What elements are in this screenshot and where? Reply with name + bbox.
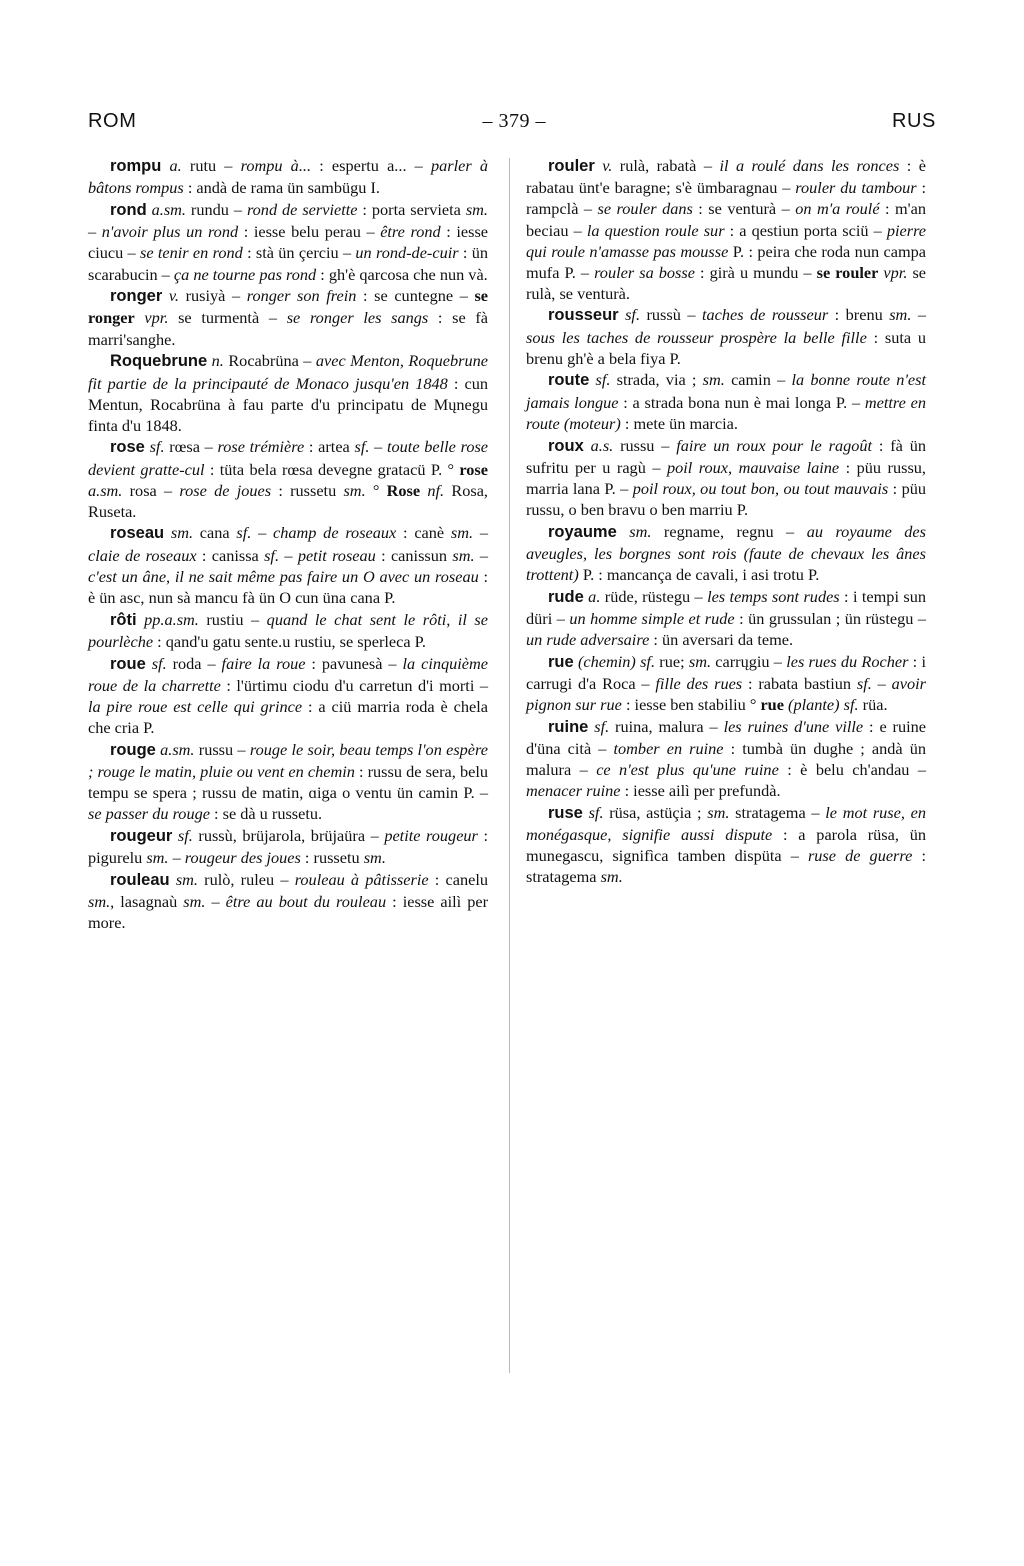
- dictionary-entry: [526, 802, 926, 888]
- dictionary-entry: [526, 304, 926, 369]
- dictionary-entry: [88, 609, 488, 652]
- page-number: – 379 –: [482, 110, 546, 132]
- dictionary-entry: [88, 653, 488, 739]
- entry-body: sm. rulò, ruleu – rouleau à pâtisserie : canelu sm., lasagnaù sm. – être au bout du rouleau : iesse ailì per more.: [88, 869, 489, 933]
- dictionary-entry: [88, 825, 488, 868]
- dictionary-entry: [526, 586, 926, 651]
- entry-headword: rousseur: [548, 306, 619, 325]
- dictionary-entry: [88, 285, 488, 350]
- entry-headword: route: [548, 371, 590, 390]
- dictionary-entry: [526, 521, 926, 586]
- dictionary-entry: [526, 155, 926, 304]
- dictionary-entry: [88, 739, 488, 825]
- entry-headword: ruse: [548, 803, 583, 822]
- entry-body: a.sm. rundu – rond de serviette : porta servieta sm. – n'avoir plus un rond : iesse belu perau – être rond : iesse ciucu – se tenir en rond : stà ün çerciu – un rond-de-cuir : ün scarabucin – ça ne tourne pas rond : gh'è qarcosa che nun và.: [88, 199, 489, 284]
- entry-body: sf. russù – taches de rousseur : brenu sm. – sous les taches de rousseur prospère la belle fille : suta u brenu gh'è a bela fiya P.: [526, 305, 926, 368]
- entry-headword: roue: [110, 654, 146, 673]
- entry-body: sf. russù, brüjarola, brüjaüra – petite rougeur : pigurelu sm. – rougeur des joues : russetu sm.: [88, 825, 488, 868]
- dictionary-entry: [88, 869, 488, 934]
- text-columns: [88, 155, 940, 1445]
- entry-headword: rue: [548, 652, 574, 671]
- entry-body: sf. rüsa, astüçia ; sm. stratagema – le mot ruse, en monégasque, signifie aussi dispute : a parola rüsa, ün munegascu, signifìca tamben dispüta – ruse de guerre : stratagema sm.: [526, 802, 927, 887]
- entry-body: a. rutu – rompu à... : espertu a... – parler à bâtons rompus : andà de rama ün sambügu I.: [88, 156, 489, 198]
- running-head-left: ROM: [88, 110, 137, 132]
- entry-headword: rose: [110, 438, 145, 457]
- entry-headword: rude: [548, 587, 584, 606]
- entry-headword: rompu: [110, 157, 162, 175]
- dictionary-entry: [526, 651, 926, 716]
- entry-headword: roux: [548, 436, 584, 455]
- entry-body: sf. ruina, malura – les ruines d'une ville : e ruine d'üna cità – tomber en ruine : tumbà ün dughe ; andà ün malura – ce n'est plus qu'une ruine : è belu ch'andau – menacer ruine : iesse ailì per prefundà.: [526, 716, 927, 801]
- entry-body: sf. rœsa – rose trémière : artea sf. – toute belle rose devient gratte-cul : tüta bela rœsa devegne gratacü P. ° rose a.sm. rosa – rose de joues : russetu sm. ° Rose nf. Rosa, Ruseta.: [88, 437, 489, 521]
- entry-headword: rouleau: [110, 870, 170, 889]
- entry-headword: ronger: [110, 287, 163, 306]
- entry-headword: rond: [110, 200, 147, 219]
- entry-headword: rouge: [110, 740, 156, 759]
- entry-headword: rouler: [548, 157, 595, 175]
- entry-headword: rôti: [110, 610, 137, 629]
- dictionary-entry: [88, 350, 488, 436]
- running-head-right: RUS: [891, 110, 936, 132]
- dictionary-entry: [88, 155, 488, 198]
- dictionary-entry: [88, 199, 488, 285]
- dictionary-entry: [88, 436, 488, 522]
- column-left: [88, 155, 488, 1445]
- entry-body: a. rüde, rüstegu – les temps sont rudes : i tempi sun düri – un homme simple et rude : ün grussulan ; ün rüstegu – un rude adversaire : ün aversari da teme.: [526, 586, 926, 650]
- entry-headword: roseau: [110, 524, 165, 543]
- entry-body: (chemin) sf. rue; sm. carrųgiu – les rues du Rocher : i carrugi d'a Roca – fille des rues : rabata bastiun sf. – avoir pignon sur rue : iesse ben stabiliu ° rue (plante) sf. rüa.: [526, 651, 927, 715]
- entry-headword: Roquebrune: [110, 352, 208, 371]
- entry-body: pp.a.sm. rustiu – quand le chat sent le rôti, il se pourlèche : qand'u gatu sente.u rustiu, se sperleca P.: [88, 609, 488, 651]
- entry-body: sf. roda – faire la roue : pavunesà – la cinquième roue de la charrette : l'ürtimu ciodu d'u carretun d'i morti – la pire roue est celle qui grince : a ciü marria roda è chela che cria P.: [88, 653, 489, 738]
- entry-body: n. Rocabrüna – avec Menton, Roquebrune fit partie de la principauté de Monaco jusqu'en 1848 : cun Mentun, Rocabrüna à fau parte d'u principatu de Mųnegu finta d'u 1848.: [88, 351, 489, 435]
- entry-body: a.sm. russu – rouge le soir, beau temps l'on espère ; rouge le matin, pluie ou vent en chemin : russu de sera, belu tempu se spera ; russu de matin, ɑiga o ventu ün camin P. – se passer du rouge : se dà u russetu.: [88, 739, 488, 824]
- entry-body: sm. regname, regnu – au royaume des aveugles, les borgnes sont rois (faute de chevaux les ânes trottent) P. : mancança de cavali, i asi trotu P.: [526, 521, 926, 585]
- dictionary-entry: [526, 716, 926, 802]
- entry-body: a.s. russu – faire un roux pour le ragoût : fà ün sufritu per u ragù – poil roux, mauvaise laine : püu russu, marria lana P. – poil roux, ou tout bon, ou tout mauvais : püu russu, o ben bravu o ben marriu P.: [526, 435, 927, 520]
- entry-headword: rougeur: [110, 826, 173, 845]
- entry-headword: royaume: [548, 522, 617, 541]
- entry-body: sm. cana sf. – champ de roseaux : canè sm. – claie de roseaux : canissa sf. – petit roseau : canissun sm. – c'est un âne, il ne sait même pas faire un O avec un roseau : è ün asc, nun sà mancu fà ün O cun üna cana P.: [88, 523, 488, 607]
- entry-body: sf. strada, via ; sm. camin – la bonne route n'est jamais longue : a strada bona nun è mai longa P. – mettre en route (moteur) : mete ün marcia.: [526, 370, 927, 433]
- column-right: [526, 155, 926, 1445]
- dictionary-entry: [88, 522, 488, 608]
- dictionary-entry: [526, 435, 926, 521]
- entry-body: v. rulà, rabatà – il a roulé dans les ronces : è rabatau ünt'e baragne; s'è ümbaragnau – rouler du tambour : rampclà – se rouler dans : se venturà – on m'a roulé : m'an beciau – la question roule sur : a qestiun porta sciü – pierre qui roule n'amasse pas mousse P. : peira che roda nun campa mufa P. – rouler sa bosse : girà u mundu – se rouler vpr. se rulà, se venturà.: [526, 156, 927, 303]
- entry-headword: ruine: [548, 717, 589, 736]
- dictionary-entry: [526, 369, 926, 434]
- page-header: [88, 110, 936, 133]
- entry-body: v. rusiyà – ronger son frein : se cuntegne – se ronger vpr. se turmentà – se ronger les sangs : se fà marri'sanghe.: [88, 286, 489, 349]
